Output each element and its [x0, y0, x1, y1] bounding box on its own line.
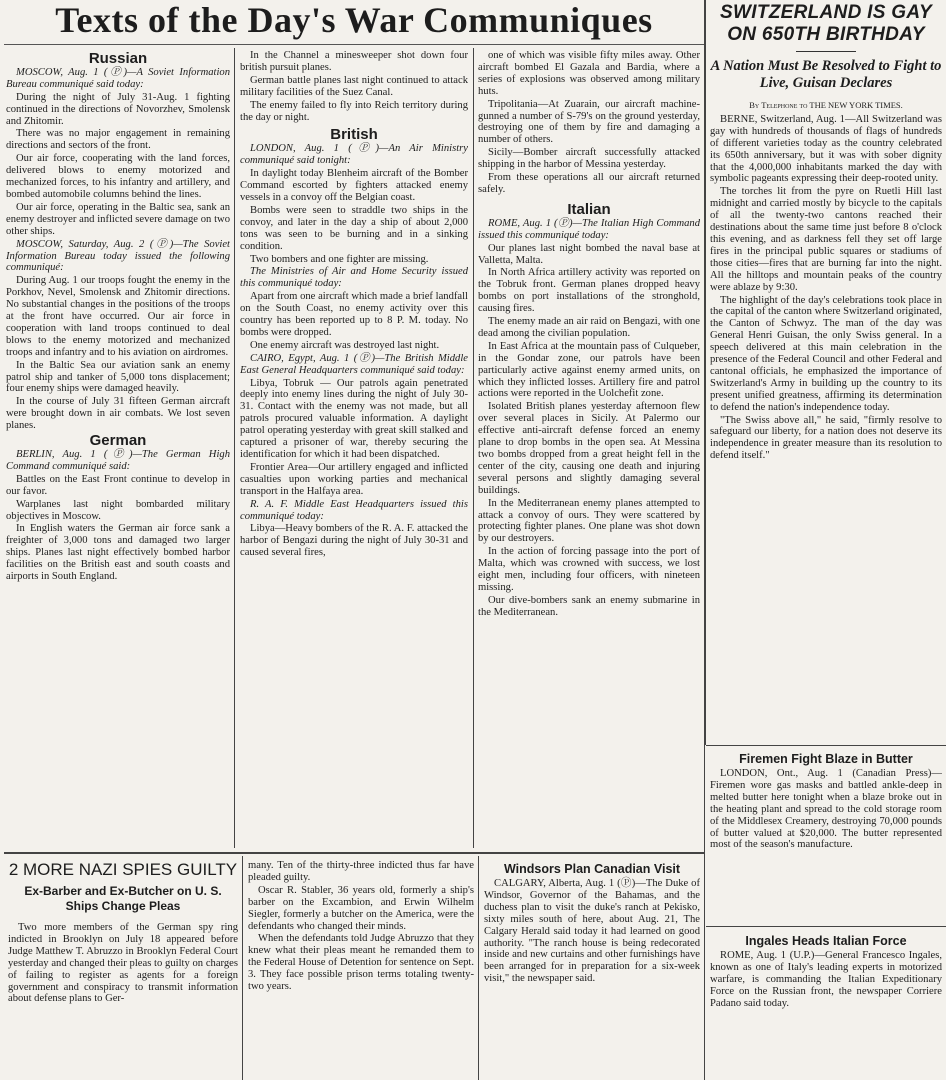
paragraph: In the Mediterranean enemy planes attempted to attack a convoy of ours. They were scattered by protecting fighter planes. One plane was shot down by our destroyers. — [478, 497, 700, 545]
section-heading-italian: Italian — [567, 200, 611, 218]
paragraph: In daylight today Blenheim aircraft of the Bomber Command escorted by fighters attacked enemy vessels in a convoy off the Belgian coast. — [240, 168, 468, 203]
column-british-italian — [478, 50, 700, 850]
headline-ingales: Ingales Heads Italian Force — [745, 934, 907, 948]
rule-windsor — [478, 856, 479, 1080]
paragraph: One enemy aircraft was destroyed last night. — [250, 339, 440, 351]
headline-firemen: Firemen Fight Blaze in Butter — [739, 752, 913, 766]
paragraph: Our dive-bombers sank an enemy submarine in the Mediterranean. — [478, 594, 700, 618]
paragraph: In the Baltic Sea our aviation sank an enemy patrol ship and tanker of 5,000 tons displacement; four enemy ships were damaged heavily. — [6, 359, 230, 395]
paragraph: The enemy made an air raid on Bengazi, with one dead among the civilian population. — [478, 316, 700, 339]
article-firemen — [710, 750, 942, 922]
rule-firemen — [706, 745, 946, 746]
article-spies-continued — [248, 860, 474, 1078]
paragraph: In the Channel a minesweeper shot down four british pursuit planes. — [240, 50, 468, 73]
rule-mid — [4, 852, 704, 854]
paragraph: The enemy failed to fly into Reich territory during the day or night. — [240, 99, 468, 123]
paragraph: Our air force, cooperating with the land forces, delivered blows to enemy motorized and mechanized forces, to his infantry and artillery, and bombed automobile columns behind the lines. — [6, 153, 230, 200]
paragraph: Apart from one aircraft which made a brief landfall on the South Coast, no enemy activity over this country has been reported up to 8 P. M. today. No bombs were dropped. — [240, 291, 468, 338]
paragraph: Libya—Heavy bombers of the R. A. F. attacked the harbor of Bengazi during the night of July 30-31 and caused several fires, — [240, 523, 468, 559]
column-german-british — [240, 50, 468, 850]
byline: By Telephone to THE NEW YORK TIMES. — [749, 100, 903, 110]
headline-spies: 2 MORE NAZI SPIES GUILTY — [8, 860, 238, 879]
rule-col2 — [473, 48, 474, 848]
paragraph: many. Ten of the thirty-three indicted thus far have pleaded guilty. — [248, 860, 474, 883]
paragraph: one of which was visible fifty miles away. Other aircraft bombed El Gazala and Bardia, where a series of explosions was observed among military huts. — [478, 50, 700, 97]
dateline: ROME, Aug. 1 (Ⓟ)—The Italian High Command issued this communiqué today: — [478, 217, 700, 241]
dateline: CAIRO, Egypt, Aug. 1 (Ⓟ)—The British Middle East General Headquarters communiqué said today: — [240, 352, 468, 376]
paragraph: Sicily—Bomber aircraft successfully attacked shipping in the harbor of Messina yesterday. — [478, 147, 700, 171]
section-heading-german: German — [89, 432, 147, 450]
rule-spies — [242, 856, 243, 1080]
headline-switzerland: SWITZERLAND IS GAY ON 650TH BIRTHDAY — [720, 2, 932, 45]
article-switzerland — [710, 2, 942, 742]
dateline: MOSCOW, Aug. 1 (Ⓟ)—A Soviet Information Bureau communiqué said today: — [6, 66, 230, 90]
paragraph: Battles on the East Front continue to develop in our favor. — [6, 473, 230, 497]
section-heading-british: British — [330, 126, 378, 144]
article-windsor — [484, 860, 700, 1078]
paragraph: When the defendants told Judge Abruzzo that they knew what their pleas meant he remanded them to the Federal House of Detention for sentence on Sept. 3. They face possible prison terms totaling twenty-two years. — [248, 933, 474, 993]
headline-windsor: Windsors Plan Canadian Visit — [503, 862, 681, 876]
dateline: The Ministries of Air and Home Security issued this communiqué today: — [240, 266, 468, 290]
paragraph: The torches lit from the pyre on Ruetli Hill last midnight and carried mostly by bicycle to the capitals of all the twenty-two cantons reached their destinations about the same time just before 8 o'clock this evening, and as darkness fell they set off large fires in the principal public squares or stadiums of those cities—fires that are burning far into the night. All the hilltops and mountain peaks of the country were ablaze by 9:30. — [710, 186, 942, 293]
paragraph: Oscar R. Stabler, 36 years old, formerly a ship's barber on the Excambion, and Erwin Wilhelm Siegler, formerly a butcher on the America, were the defendants who changed their minds. — [248, 884, 474, 932]
paragraph: LONDON, Ont., Aug. 1 (Canadian Press)—Firemen wore gas masks and battled ankle-deep in melted butter here tonight when a blaze broke out in the heating plant and spread to the cold storage room of the Middlesex Creamery, destroying 70,000 pounds of butter valued at $20,000. The butter represented most of the season's manufacture. — [710, 768, 942, 851]
paragraph: Our planes last night bombed the naval base at Valletta, Malta. — [478, 242, 700, 266]
rule-ingales — [706, 926, 946, 927]
paragraph: In North Africa artillery activity was reported on the Tobruk front. German planes dropped heavy bombs on port installations of the stronghold, causing fires. — [478, 267, 700, 315]
paragraph: Tripolitania—At Zuarain, our aircraft machine-gunned a number of S-79's on the ground yesterday, destroying one of them by fire and damaging a number of others. — [478, 98, 700, 146]
paragraph: In the course of July 31 fifteen German aircraft were brought down in air combats. We lost seven planes. — [6, 396, 230, 432]
dateline: BERLIN, Aug. 1 (Ⓟ)—The German High Command communiqué said: — [6, 449, 230, 472]
banner-headline: Texts of the Day's War Communiques — [55, 0, 653, 40]
dateline: MOSCOW, Saturday, Aug. 2 (Ⓟ)—The Soviet Information Bureau today issued the following communiqué: — [6, 238, 230, 274]
paragraph: There was no major engagement in remaining directions and sectors of the front. — [6, 128, 230, 152]
paragraph: Our air force, operating in the Baltic sea, sank an enemy destroyer and inflicted severe damage on two other ships. — [6, 201, 230, 237]
paragraph: Isolated British planes yesterday afternoon flew over several places in Sicily. At Palermo our effective anti-aircraft defense forced an enemy plane to drop bombs in the open sea. At Messina two bombs dropped from a great height fell in the center of the city, causing one death and injuring several persons and slightly damaging several buildings. — [478, 401, 700, 496]
column-russian-german — [6, 50, 230, 850]
rule-col1 — [234, 48, 235, 848]
rule-col3-top — [704, 0, 706, 745]
article-ingales — [710, 932, 942, 1078]
dateline: LONDON, Aug. 1 (Ⓟ)—An Air Ministry communiqué said tonight: — [240, 143, 468, 167]
paragraph: Frontier Area—Our artillery engaged and inflicted casualties upon working parties and mechanical transport in the Halfaya area. — [240, 461, 468, 497]
paragraph: BERNE, Switzerland, Aug. 1—All Switzerland was gay with hundreds of thousands of flags of hundreds of different varieties today as the country celebrated its 650th anniversary, but it was with sober dignity that the 4,000,000 inhabitants marked the day with symbolic pageants expressing their deep-rooted unity. — [710, 113, 942, 185]
rule-col4-bottom — [704, 745, 705, 1080]
paragraph: From these operations all our aircraft returned safely. — [478, 172, 700, 195]
paragraph: Two bombers and one fighter are missing. — [250, 253, 429, 265]
paragraph: In East Africa at the mountain pass of Culqueber, in the Gondar zone, our patrols have been particularly active against enemy armed units, on which they inflicted losses. Artillery fire and patrol actions were reported in the Uolchefit zone. — [478, 340, 700, 400]
paragraph: The highlight of the day's celebrations took place in the capital of the canton where Switzerland originated, the Canton of Schwyz. The man of the day was General Henri Guisan, the only Swiss general. In a speech delivered at this main celebration in the presence of the Federal Council and other Federal and cantonal officials, he emphasized the importance of Switzerland's Army in building up the country to its present unified greatness, affirming its determination to defend the nation's independence today. — [710, 294, 942, 413]
paragraph: German battle planes last night continued to attack military facilities of the Suez Canal. — [240, 74, 468, 98]
subheadline-switzerland: A Nation Must Be Resolved to Fight to Live, Guisan Declares — [710, 58, 942, 91]
paragraph: During the night of July 31-Aug. 1 fighting continued in the directions of Novorzhev, Smolensk and Zhitomir. — [6, 91, 230, 127]
paragraph: Libya, Tobruk — Our patrols again penetrated deeply into enemy lines during the night of July 30-31. Contact with the enemy was not made, but all patrols procured valuable information. A daylight patrol operating yesterday with great skill stalked and captured a prisoner of war, thereby securing the identification for which it had been dispatched. — [240, 377, 468, 460]
article-spies — [8, 860, 238, 1078]
rule-top — [4, 44, 704, 45]
section-heading-russian: Russian — [88, 50, 148, 67]
paragraph: Warplanes last night bombarded military objectives in Moscow. — [6, 498, 230, 522]
dateline: R. A. F. Middle East Headquarters issued this communiqué today: — [240, 498, 468, 522]
paragraph: "The Swiss above all," he said, "firmly resolve to safeguard our liberty, for a nation does not deserve its independence in greater measure than its resolution to defend itself." — [710, 414, 942, 462]
subheadline-spies: Ex-Barber and Ex-Butcher on U. S. Ships Change Pleas — [24, 884, 222, 913]
paragraph: ROME, Aug. 1 (U.P.)—General Francesco Ingales, known as one of Italy's leading experts in motorized warfare, is commanding the Italian Expeditionary Force on the Russian front, the newspaper Corriere Padano said today. — [710, 950, 942, 1009]
paragraph: During Aug. 1 our troops fought the enemy in the Porkhov, Nevel, Smolensk and Zhitomir directions. No substantial changes in the positions of the troops at the front have occurred. Our air force in cooperation with land troops continued to deal blows to the enemy motorized and mechanized troops and infantry and to his aviation on airdromes. — [6, 275, 230, 358]
paragraph: Bombs were seen to straddle two ships in the convoy, and later in the day a ship of about 2,000 tons was seen to be burning and in a sinking condition. — [240, 204, 468, 252]
paragraph: In English waters the German air force sank a freighter of 3,000 tons and damaged two larger ships. Planes last night effectively bombed harbor facilities on the British east and south coasts and airports in South England. — [6, 523, 230, 583]
rule-sw — [796, 51, 856, 52]
paragraph: CALGARY, Alberta, Aug. 1 (Ⓟ)—The Duke of Windsor, Governor of the Bahamas, and the duchess plan to visit the duke's ranch at Pekisko, sixty miles south of here, about Aug. 21, The Calgary Herald said today it had learned on good authority. "The ranch house is being redecorated inside and new curtains and other furnishings have been arranged for in preparation for a six-week visit," the newspaper said. — [484, 878, 700, 985]
paragraph: Two more members of the German spy ring indicted in Brooklyn on July 18 appeared before Judge Matthew T. Abruzzo in Brooklyn Federal Court yesterday and changed their pleas to guilty on charges of failing to register as agents for a foreign government and conspiracy to transmit information about defense plans to Ger- — [8, 922, 238, 1005]
paragraph: In the action of forcing passage into the port of Malta, which was crowned with success, we lost eight men, including four officers, with nineteen missing. — [478, 546, 700, 593]
